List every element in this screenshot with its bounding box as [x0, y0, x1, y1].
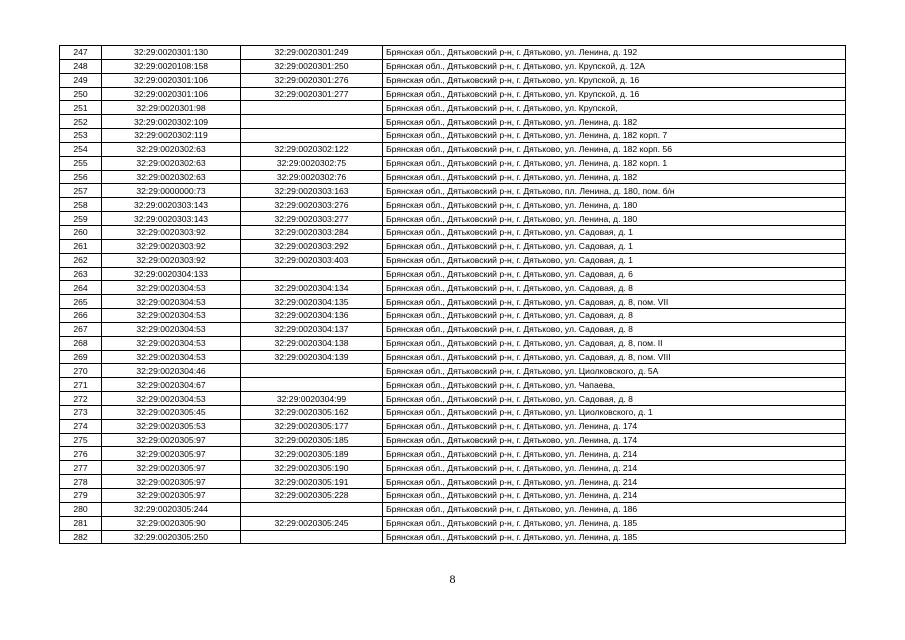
- building-cadastral-number-cell: 32:29:0020304:138: [241, 336, 383, 350]
- row-number-cell: 279: [60, 489, 102, 503]
- registry-table-body: [60, 46, 846, 544]
- address-cell: Брянская обл., Дятьковский р-н, г. Дятьково, ул. Ленина, д. 214: [383, 461, 846, 475]
- address-cell: Брянская обл., Дятьковский р-н, г. Дятьково, ул. Крупской, д. 12А: [383, 59, 846, 73]
- address-cell: Брянская обл., Дятьковский р-н, г. Дятьково, ул. Ленина, д. 214: [383, 447, 846, 461]
- building-cadastral-number-cell: 32:29:0020303:276: [241, 198, 383, 212]
- row-number-cell: 282: [60, 530, 102, 544]
- table-row: [60, 433, 846, 447]
- address-cell: Брянская обл., Дятьковский р-н, г. Дятьково, ул. Крупской, д. 16: [383, 73, 846, 87]
- table-row: [60, 115, 846, 129]
- row-number-cell: 250: [60, 87, 102, 101]
- table-row: [60, 489, 846, 503]
- building-cadastral-number-cell: 32:29:0020305:191: [241, 475, 383, 489]
- land-plot-cadastral-number-cell: 32:29:0020304:133: [102, 267, 241, 281]
- land-plot-cadastral-number-cell: 32:29:0020303:143: [102, 212, 241, 226]
- cadastral-registry-table: [59, 45, 846, 544]
- address-cell: Брянская обл., Дятьковский р-н, г. Дятьково, ул. Садовая, д. 8: [383, 309, 846, 323]
- row-number-cell: 277: [60, 461, 102, 475]
- land-plot-cadastral-number-cell: 32:29:0020301:98: [102, 101, 241, 115]
- table-row: [60, 46, 846, 60]
- table-row: [60, 502, 846, 516]
- address-cell: Брянская обл., Дятьковский р-н, г. Дятьково, ул. Крупской,: [383, 101, 846, 115]
- building-cadastral-number-cell: 32:29:0020301:277: [241, 87, 383, 101]
- land-plot-cadastral-number-cell: 32:29:0020303:143: [102, 198, 241, 212]
- land-plot-cadastral-number-cell: 32:29:0020305:250: [102, 530, 241, 544]
- land-plot-cadastral-number-cell: 32:29:0020303:92: [102, 239, 241, 253]
- land-plot-cadastral-number-cell: 32:29:0020301:106: [102, 73, 241, 87]
- row-number-cell: 257: [60, 184, 102, 198]
- land-plot-cadastral-number-cell: 32:29:0020108:158: [102, 59, 241, 73]
- address-cell: Брянская обл., Дятьковский р-н, г. Дятьково, ул. Крупской, д. 16: [383, 87, 846, 101]
- address-cell: Брянская обл., Дятьковский р-н, г. Дятьково, пл. Ленина, д. 180, пом. б/н: [383, 184, 846, 198]
- address-cell: Брянская обл., Дятьковский р-н, г. Дятьково, ул. Ленина, д. 182: [383, 115, 846, 129]
- land-plot-cadastral-number-cell: 32:29:0020305:97: [102, 447, 241, 461]
- table-row: [60, 170, 846, 184]
- land-plot-cadastral-number-cell: 32:29:0020305:97: [102, 461, 241, 475]
- row-number-cell: 276: [60, 447, 102, 461]
- address-cell: Брянская обл., Дятьковский р-н, г. Дятьково, ул. Садовая, д. 8, пом. VIII: [383, 350, 846, 364]
- address-cell: Брянская обл., Дятьковский р-н, г. Дятьково, ул. Ленина, д. 182 корп. 1: [383, 156, 846, 170]
- building-cadastral-number-cell: 32:29:0020304:135: [241, 295, 383, 309]
- address-cell: Брянская обл., Дятьковский р-н, г. Дятьково, ул. Садовая, д. 1: [383, 225, 846, 239]
- table-row: [60, 530, 846, 544]
- building-cadastral-number-cell: 32:29:0020305:189: [241, 447, 383, 461]
- land-plot-cadastral-number-cell: 32:29:0000000:73: [102, 184, 241, 198]
- building-cadastral-number-cell: 32:29:0020305:190: [241, 461, 383, 475]
- table-row: [60, 198, 846, 212]
- table-row: [60, 392, 846, 406]
- building-cadastral-number-cell: [241, 530, 383, 544]
- address-cell: Брянская обл., Дятьковский р-н, г. Дятьково, ул. Циолковского, д. 5А: [383, 364, 846, 378]
- address-cell: Брянская обл., Дятьковский р-н, г. Дятьково, ул. Садовая, д. 1: [383, 253, 846, 267]
- building-cadastral-number-cell: 32:29:0020302:75: [241, 156, 383, 170]
- address-cell: Брянская обл., Дятьковский р-н, г. Дятьково, ул. Ленина, д. 214: [383, 489, 846, 503]
- row-number-cell: 268: [60, 336, 102, 350]
- building-cadastral-number-cell: [241, 378, 383, 392]
- row-number-cell: 256: [60, 170, 102, 184]
- row-number-cell: 264: [60, 281, 102, 295]
- address-cell: Брянская обл., Дятьковский р-н, г. Дятьково, ул. Ленина, д. 192: [383, 46, 846, 60]
- row-number-cell: 270: [60, 364, 102, 378]
- address-cell: Брянская обл., Дятьковский р-н, г. Дятьково, ул. Ленина, д. 182 корп. 56: [383, 142, 846, 156]
- table-row: [60, 253, 846, 267]
- building-cadastral-number-cell: 32:29:0020301:249: [241, 46, 383, 60]
- land-plot-cadastral-number-cell: 32:29:0020305:53: [102, 419, 241, 433]
- row-number-cell: 259: [60, 212, 102, 226]
- row-number-cell: 275: [60, 433, 102, 447]
- building-cadastral-number-cell: 32:29:0020304:136: [241, 309, 383, 323]
- building-cadastral-number-cell: [241, 364, 383, 378]
- building-cadastral-number-cell: 32:29:0020303:284: [241, 225, 383, 239]
- building-cadastral-number-cell: 32:29:0020305:245: [241, 516, 383, 530]
- address-cell: Брянская обл., Дятьковский р-н, г. Дятьково, ул. Садовая, д. 8: [383, 322, 846, 336]
- table-row: [60, 184, 846, 198]
- row-number-cell: 252: [60, 115, 102, 129]
- table-row: [60, 447, 846, 461]
- table-row: [60, 350, 846, 364]
- table-row: [60, 364, 846, 378]
- land-plot-cadastral-number-cell: 32:29:0020302:63: [102, 142, 241, 156]
- building-cadastral-number-cell: 32:29:0020304:139: [241, 350, 383, 364]
- land-plot-cadastral-number-cell: 32:29:0020305:45: [102, 405, 241, 419]
- land-plot-cadastral-number-cell: 32:29:0020304:53: [102, 336, 241, 350]
- row-number-cell: 247: [60, 46, 102, 60]
- row-number-cell: 260: [60, 225, 102, 239]
- address-cell: Брянская обл., Дятьковский р-н, г. Дятьково, ул. Ленина, д. 186: [383, 502, 846, 516]
- land-plot-cadastral-number-cell: 32:29:0020305:97: [102, 475, 241, 489]
- building-cadastral-number-cell: 32:29:0020304:137: [241, 322, 383, 336]
- building-cadastral-number-cell: 32:29:0020303:403: [241, 253, 383, 267]
- building-cadastral-number-cell: 32:29:0020303:163: [241, 184, 383, 198]
- row-number-cell: 253: [60, 129, 102, 143]
- address-cell: Брянская обл., Дятьковский р-н, г. Дятьково, ул. Ленина, д. 174: [383, 433, 846, 447]
- land-plot-cadastral-number-cell: 32:29:0020304:46: [102, 364, 241, 378]
- address-cell: Брянская обл., Дятьковский р-н, г. Дятьково, ул. Ленина, д. 185: [383, 530, 846, 544]
- land-plot-cadastral-number-cell: 32:29:0020305:97: [102, 433, 241, 447]
- land-plot-cadastral-number-cell: 32:29:0020302:109: [102, 115, 241, 129]
- land-plot-cadastral-number-cell: 32:29:0020304:53: [102, 392, 241, 406]
- row-number-cell: 274: [60, 419, 102, 433]
- address-cell: Брянская обл., Дятьковский р-н, г. Дятьково, ул. Ленина, д. 185: [383, 516, 846, 530]
- land-plot-cadastral-number-cell: 32:29:0020304:53: [102, 281, 241, 295]
- address-cell: Брянская обл., Дятьковский р-н, г. Дятьково, ул. Садовая, д. 1: [383, 239, 846, 253]
- land-plot-cadastral-number-cell: 32:29:0020302:63: [102, 170, 241, 184]
- address-cell: Брянская обл., Дятьковский р-н, г. Дятьково, ул. Садовая, д. 6: [383, 267, 846, 281]
- building-cadastral-number-cell: 32:29:0020302:122: [241, 142, 383, 156]
- table-row: [60, 59, 846, 73]
- row-number-cell: 265: [60, 295, 102, 309]
- row-number-cell: 254: [60, 142, 102, 156]
- land-plot-cadastral-number-cell: 32:29:0020302:63: [102, 156, 241, 170]
- page-number: 8: [449, 572, 456, 586]
- land-plot-cadastral-number-cell: 32:29:0020304:67: [102, 378, 241, 392]
- building-cadastral-number-cell: [241, 115, 383, 129]
- building-cadastral-number-cell: 32:29:0020302:76: [241, 170, 383, 184]
- address-cell: Брянская обл., Дятьковский р-н, г. Дятьково, ул. Ленина, д. 180: [383, 198, 846, 212]
- table-row: [60, 87, 846, 101]
- building-cadastral-number-cell: 32:29:0020305:177: [241, 419, 383, 433]
- table-row: [60, 156, 846, 170]
- building-cadastral-number-cell: [241, 502, 383, 516]
- land-plot-cadastral-number-cell: 32:29:0020303:92: [102, 225, 241, 239]
- row-number-cell: 281: [60, 516, 102, 530]
- land-plot-cadastral-number-cell: 32:29:0020305:244: [102, 502, 241, 516]
- address-cell: Брянская обл., Дятьковский р-н, г. Дятьково, ул. Садовая, д. 8, пом. VII: [383, 295, 846, 309]
- address-cell: Брянская обл., Дятьковский р-н, г. Дятьково, ул. Садовая, д. 8: [383, 392, 846, 406]
- address-cell: Брянская обл., Дятьковский р-н, г. Дятьково, ул. Ленина, д. 214: [383, 475, 846, 489]
- row-number-cell: 248: [60, 59, 102, 73]
- table-row: [60, 225, 846, 239]
- address-cell: Брянская обл., Дятьковский р-н, г. Дятьково, ул. Садовая, д. 8, пом. II: [383, 336, 846, 350]
- table-row: [60, 129, 846, 143]
- row-number-cell: 261: [60, 239, 102, 253]
- table-row: [60, 281, 846, 295]
- building-cadastral-number-cell: [241, 267, 383, 281]
- land-plot-cadastral-number-cell: 32:29:0020302:119: [102, 129, 241, 143]
- table-row: [60, 212, 846, 226]
- address-cell: Брянская обл., Дятьковский р-н, г. Дятьково, ул. Циолковского, д. 1: [383, 405, 846, 419]
- row-number-cell: 267: [60, 322, 102, 336]
- table-row: [60, 322, 846, 336]
- address-cell: Брянская обл., Дятьковский р-н, г. Дятьково, ул. Ленина, д. 182 корп. 7: [383, 129, 846, 143]
- address-cell: Брянская обл., Дятьковский р-н, г. Дятьково, ул. Ленина, д. 180: [383, 212, 846, 226]
- row-number-cell: 263: [60, 267, 102, 281]
- land-plot-cadastral-number-cell: 32:29:0020301:106: [102, 87, 241, 101]
- row-number-cell: 278: [60, 475, 102, 489]
- building-cadastral-number-cell: 32:29:0020305:228: [241, 489, 383, 503]
- table-row: [60, 461, 846, 475]
- table-row: [60, 101, 846, 115]
- table-row: [60, 73, 846, 87]
- land-plot-cadastral-number-cell: 32:29:0020304:53: [102, 322, 241, 336]
- building-cadastral-number-cell: 32:29:0020303:292: [241, 239, 383, 253]
- land-plot-cadastral-number-cell: 32:29:0020301:130: [102, 46, 241, 60]
- land-plot-cadastral-number-cell: 32:29:0020305:97: [102, 489, 241, 503]
- table-row: [60, 475, 846, 489]
- address-cell: Брянская обл., Дятьковский р-н, г. Дятьково, ул. Ленина, д. 182: [383, 170, 846, 184]
- land-plot-cadastral-number-cell: 32:29:0020304:53: [102, 295, 241, 309]
- row-number-cell: 262: [60, 253, 102, 267]
- table-row: [60, 239, 846, 253]
- table-row: [60, 516, 846, 530]
- land-plot-cadastral-number-cell: 32:29:0020303:92: [102, 253, 241, 267]
- table-row: [60, 336, 846, 350]
- row-number-cell: 272: [60, 392, 102, 406]
- row-number-cell: 269: [60, 350, 102, 364]
- building-cadastral-number-cell: 32:29:0020301:276: [241, 73, 383, 87]
- building-cadastral-number-cell: [241, 101, 383, 115]
- land-plot-cadastral-number-cell: 32:29:0020304:53: [102, 350, 241, 364]
- table-row: [60, 267, 846, 281]
- building-cadastral-number-cell: 32:29:0020304:99: [241, 392, 383, 406]
- land-plot-cadastral-number-cell: 32:29:0020304:53: [102, 309, 241, 323]
- row-number-cell: 255: [60, 156, 102, 170]
- address-cell: Брянская обл., Дятьковский р-н, г. Дятьково, ул. Ленина, д. 174: [383, 419, 846, 433]
- land-plot-cadastral-number-cell: 32:29:0020305:90: [102, 516, 241, 530]
- building-cadastral-number-cell: 32:29:0020305:162: [241, 405, 383, 419]
- table-row: [60, 309, 846, 323]
- building-cadastral-number-cell: [241, 129, 383, 143]
- table-row: [60, 142, 846, 156]
- address-cell: Брянская обл., Дятьковский р-н, г. Дятьково, ул. Садовая, д. 8: [383, 281, 846, 295]
- building-cadastral-number-cell: 32:29:0020301:250: [241, 59, 383, 73]
- building-cadastral-number-cell: 32:29:0020305:185: [241, 433, 383, 447]
- table-row: [60, 295, 846, 309]
- table-row: [60, 405, 846, 419]
- building-cadastral-number-cell: 32:29:0020304:134: [241, 281, 383, 295]
- row-number-cell: 271: [60, 378, 102, 392]
- row-number-cell: 251: [60, 101, 102, 115]
- row-number-cell: 258: [60, 198, 102, 212]
- row-number-cell: 273: [60, 405, 102, 419]
- row-number-cell: 266: [60, 309, 102, 323]
- table-row: [60, 419, 846, 433]
- address-cell: Брянская обл., Дятьковский р-н, г. Дятьково, ул. Чапаева,: [383, 378, 846, 392]
- row-number-cell: 249: [60, 73, 102, 87]
- table-row: [60, 378, 846, 392]
- building-cadastral-number-cell: 32:29:0020303:277: [241, 212, 383, 226]
- row-number-cell: 280: [60, 502, 102, 516]
